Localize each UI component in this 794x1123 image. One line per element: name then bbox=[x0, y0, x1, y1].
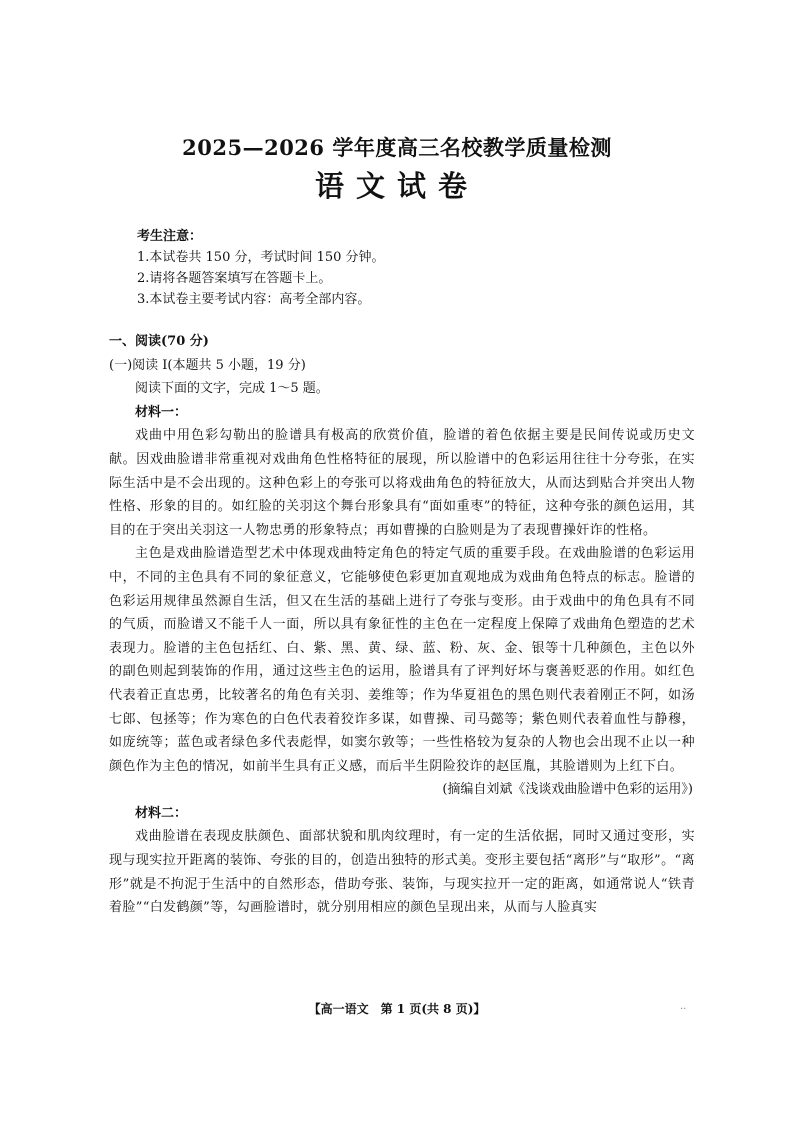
subsection-heading: (一)阅读 I(本题共 5 小题，19 分) bbox=[109, 357, 306, 373]
exam-title: 2025—2026 学年度高三名校教学质量检测 bbox=[182, 135, 612, 160]
reading-section bbox=[109, 330, 695, 920]
notice-item-3: 3.本试卷主要考试内容：高考全部内容。 bbox=[137, 292, 371, 307]
material-2-label: 材料二： bbox=[135, 805, 188, 821]
material-1-paragraph-2: 主色是戏曲脸谱造型艺术中体现戏曲特定角色的特定气质的重要手段。在戏曲脸谱的色彩运用中，不同的主色具有不同的象征意义，它能够使色彩更加直观地成为戏曲角色特点的标志。脸谱的色彩运用规律虽然源自生活，但又在生活的基础上进行了夸张与变形。由于戏曲中的角色具有不同的气质，而脸谱又不能千人一面，所以具有象征性的主色在一定程度上保障了戏曲角色塑造的艺术表现力。脸谱的主色包括红、白、紫、黑、黄、绿、蓝、粉、灰、金、银等十几种颜色，主色以外的副色则起到装饰的作用，通过这些主色的运用，脸谱具有了评判好坏与褒善贬恶的作用。如红色代表着正直忠勇，比较著名的角色有关羽、姜维等；作为华夏祖色的黑色则代表着刚正不阿，如汤七郎、包拯等；作为寒色的白色代表着狡诈多谋，如曹操、司马懿等；紫色则代表着血性与静穆，如庞统等；蓝色或者绿色多代表彪悍，如窦尔敦等；一些性格较为复杂的人物也会出现不止以一种颜色作为主色的情况，如前半生具有正义感，而后半生阴险狡诈的赵匡胤，其脸谱则为上红下白。 bbox=[109, 546, 695, 774]
notice-heading: 考生注意： bbox=[137, 229, 203, 244]
notice-item-1: 1.本试卷共 150 分，考试时间 150 分钟。 bbox=[137, 250, 385, 265]
section-heading: 一、阅读(70 分) bbox=[109, 334, 209, 349]
exam-subtitle: 语文试卷 bbox=[314, 169, 479, 203]
material-2-paragraph-1: 戏曲脸谱在表现皮肤颜色、面部状貌和肌肉纹理时，有一定的生活依据，同时又通过变形，实现与现实拉开距离的装饰、夸张的目的，创造出独特的形式美。变形主要包括“离形”与“取形”。“离形”就是不拘泥于生活中的自然形态，借助夸张、装饰，与现实拉开一定的距离，如通常说人“铁青着脸”“白发鹤颜”等，勾画脸谱时，就分别用相应的颜色呈现出来，从而与人脸真实 bbox=[109, 829, 695, 916]
material-1-label: 材料一： bbox=[135, 404, 188, 420]
material-1-source: (摘编自刘斌《浅谈戏曲脸谱中色彩的运用》) bbox=[442, 782, 693, 798]
reading-instruction: 阅读下面的文字，完成 1～5 题。 bbox=[135, 381, 329, 397]
notice-item-2: 2.请将各题答案填写在答题卡上。 bbox=[137, 271, 332, 286]
material-1-paragraph-1: 戏曲中用色彩勾勒出的脸谱具有极高的欣赏价值，脸谱的着色依据主要是民间传说或历史文献。因戏曲脸谱非常重视对戏曲角色性格特征的展现，所以脸谱中的色彩运用往往十分夸张，在实际生活中是不会出现的。这种色彩上的夸张可以将戏曲角色的特征放大，从而达到贴合并突出人物性格、形象的目的。如红脸的关羽这个舞台形象具有“面如重枣”的特征，这种夸张的颜色运用，其目的在于突出关羽这一人物忠勇的形象特点；再如曹操的白脸则是为了表现曹操奸诈的性格。 bbox=[109, 428, 695, 538]
page-footer: 【高一语文 第 1 页(共 8 页)】 bbox=[308, 1002, 486, 1016]
candidate-notice bbox=[137, 226, 697, 310]
corner-mark: ·· bbox=[680, 1004, 687, 1015]
